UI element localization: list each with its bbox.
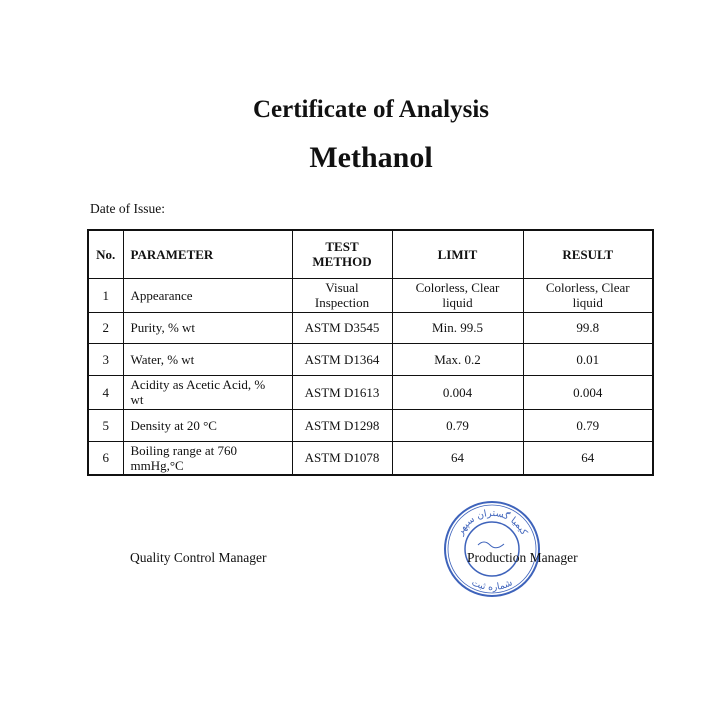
table-row — [88, 409, 653, 441]
cell-test-method — [292, 441, 392, 475]
parameter-text: Boiling range at 760 mmHg,°C — [130, 442, 238, 473]
cell-result — [523, 278, 653, 312]
limit-text: 0.004 — [442, 384, 473, 400]
table-header-row — [88, 230, 653, 278]
cell-limit — [392, 312, 523, 343]
cell-limit — [392, 278, 523, 312]
cell-parameter — [123, 312, 292, 343]
seal-top-lettering: کیمیا گستران سپهر — [454, 507, 530, 538]
cell-parameter — [123, 409, 292, 441]
quality-control-manager-signature: Quality Control Manager — [130, 550, 267, 565]
cell-limit — [392, 343, 523, 375]
result-text: 0.004 — [573, 384, 603, 400]
cell-result — [523, 375, 653, 409]
cell-test-method — [292, 278, 392, 312]
table-row — [88, 441, 653, 475]
cell-parameter — [123, 441, 292, 475]
cell-no: 3 — [88, 343, 123, 375]
cell-result — [523, 409, 653, 441]
cell-no: 6 — [88, 441, 123, 475]
parameter-text: Appearance — [130, 287, 193, 303]
result-text: 64 — [581, 450, 595, 465]
table-row — [88, 375, 653, 409]
cell-limit — [392, 409, 523, 441]
cell-parameter — [123, 375, 292, 409]
limit-text: 0.79 — [446, 417, 469, 433]
cell-no: 5 — [88, 409, 123, 441]
test-method-text: ASTM D1364 — [304, 351, 380, 367]
cell-no: 1 — [88, 278, 123, 312]
cell-limit — [392, 375, 523, 409]
header-no: No. — [88, 230, 123, 278]
production-manager-signature: Production Manager — [467, 550, 578, 565]
seal-bottom-lettering: شماره ثبت — [469, 577, 515, 594]
parameter-text: Density at 20 °C — [130, 417, 217, 433]
result-text: 99.8 — [576, 320, 600, 335]
product-name: Methanol — [309, 141, 433, 174]
cell-test-method — [292, 312, 392, 343]
test-method-text: ASTM D1298 — [304, 417, 380, 433]
date-of-issue-label: Date of Issue: — [90, 201, 165, 216]
test-method-text: ASTM D3545 — [304, 320, 380, 335]
cell-test-method — [292, 409, 392, 441]
header-test-method — [292, 230, 392, 278]
limit-text: Colorless, Clear liquid — [415, 280, 500, 310]
cell-limit — [392, 441, 523, 475]
document-title: Certificate of Analysis — [252, 96, 490, 123]
seal-inner-ring — [465, 522, 519, 576]
result-text: 0.79 — [576, 417, 600, 433]
test-method-text: ASTM D1613 — [304, 384, 380, 400]
cell-test-method — [292, 375, 392, 409]
header-test-method-label: TEST METHOD — [312, 239, 372, 270]
cell-result — [523, 343, 653, 375]
cell-result — [523, 312, 653, 343]
company-seal — [442, 499, 542, 599]
table-row — [88, 343, 653, 375]
header-limit: LIMIT — [392, 230, 523, 278]
table-row — [88, 312, 653, 343]
parameter-text: Water, % wt — [130, 351, 195, 367]
seal-bottom-text — [470, 577, 515, 593]
cell-parameter — [123, 343, 292, 375]
result-text: 0.01 — [576, 351, 600, 367]
cell-parameter — [123, 278, 292, 312]
limit-text: 64 — [451, 450, 464, 465]
seal-inner-mark — [478, 542, 504, 548]
parameter-text: Purity, % wt — [130, 320, 196, 335]
test-method-text: ASTM D1078 — [304, 450, 380, 465]
cell-test-method — [292, 343, 392, 375]
result-text: Colorless, Clear liquid — [545, 280, 630, 310]
test-method-text: Visual Inspection — [314, 280, 370, 310]
parameter-text: Acidity as Acetic Acid, % wt — [130, 377, 266, 407]
cell-no: 2 — [88, 312, 123, 343]
header-result: RESULT — [523, 230, 653, 278]
cell-result — [523, 441, 653, 475]
seal-top-text — [454, 508, 529, 538]
cell-no: 4 — [88, 375, 123, 409]
limit-text: Max. 0.2 — [434, 351, 481, 367]
table-row — [88, 278, 653, 312]
limit-text: Min. 99.5 — [432, 320, 483, 335]
header-parameter: PARAMETER — [123, 230, 292, 278]
analysis-table — [87, 229, 654, 476]
